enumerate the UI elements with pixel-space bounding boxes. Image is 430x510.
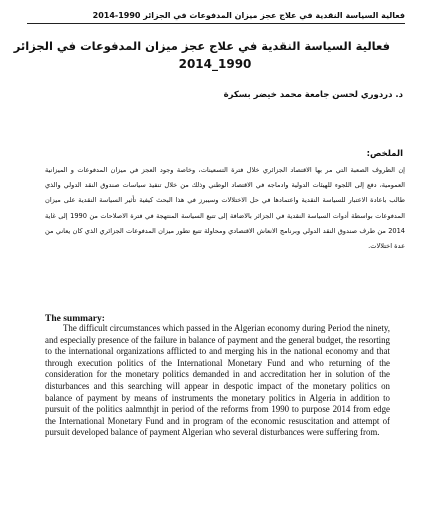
english-summary-text: The difficult circumstances which passed in the Algerian economy during Period the ninety, and especially presence of the failure in balance of payment and the general budget, the resorting to the international organizations afflicted to and merging his in the national economy and that through execution politics of the International Monetary Fund and who returning of the consideration for the monetary politics demanded in and accreditation her in solution of the disturbances and this searching will appear in despotic impact of the monetary politics on balance of payment by means of instruments the monetary politics in Algeria in addition to pursuit of the politics aalmnthjt in period of the reforms from 1990 to purpose 2014 from edge the International Monetary Fund and in program of the economic resuscitation and attempt of pursuit developed balance of payment Algerian who several disturbances were suffering from. bbox=[45, 323, 390, 438]
author-line: د. دردوري لحسن جامعة محمد خيضر بسكرة bbox=[223, 90, 403, 100]
article-title: فعالية السياسة النقدية في علاج عجز ميزان المدفوعات في الجزائر bbox=[13, 39, 390, 53]
arabic-abstract-text: إن الظروف الصعبة التي مر بها الاقتصاد الجزائري خلال فترة التسعينات، وخاصة وجود العجز في ميزان المدفوعات و الميزانية العمومية، دفع إلى اللجوء للهيئات الدولية وادماجه في الاقتصاد الوطني وذلك من خلال تنفيذ سياسات صندوق النقد الدولي والذي طالب باعادة الاعتبار للسياسة النقدية واعتمادها في حل الاختلالات وسيبرز في هذا البحث كيفية تأثير السياسة النقدية على ميزان المدفوعات بواسطة أدوات السياسة النقدية في الجزائر بالاضافة إلى تتبع السياسة المنتهجة في فترة الاصلاحات من 1990 إلى غاية 2014 من طرف صندوق النقد الدولي وبرنامج الانعاش الاقتصادي ومحاولة تتبع تطور ميزان المدفوعات الجزائري الذي كان يعاني من عدة اختلالات. bbox=[45, 166, 405, 251]
arabic-abstract-heading: الملخص: bbox=[366, 149, 403, 159]
article-subtitle: 2014_1990 bbox=[178, 57, 252, 71]
english-summary-heading: The summary: bbox=[45, 314, 105, 324]
running-header-title: فعالية السياسة النقدية في علاج عجز ميزان المدفوعات في الجزائر 1990-2014 bbox=[92, 11, 405, 20]
running-header bbox=[27, 10, 405, 24]
